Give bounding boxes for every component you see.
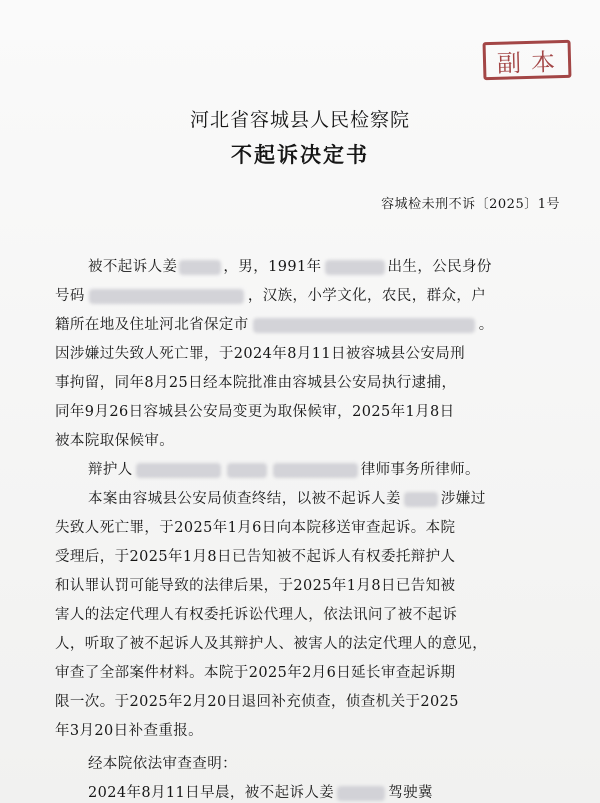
body-line-10: 失致人死亡罪，于2025年1月6日向本院移送审查起诉。本院 bbox=[55, 520, 456, 536]
copy-stamp bbox=[483, 40, 572, 80]
copy-stamp-text: 副本 bbox=[496, 47, 566, 78]
body-text: 。 bbox=[478, 317, 494, 333]
body-line-2 bbox=[55, 284, 486, 305]
redaction bbox=[179, 260, 221, 275]
body-text: ，汉族，小学文化，农民，群众，户 bbox=[247, 288, 487, 304]
body-text: 2024年8月11日早晨，被不起诉人姜 bbox=[88, 785, 335, 801]
redaction bbox=[227, 463, 267, 478]
body-text: ，男，1991年 bbox=[223, 259, 322, 275]
body-text: 号码 bbox=[55, 288, 85, 304]
body-line-13: 害人的法定代理人有权委托诉讼代理人，依法讯问了被不起诉 bbox=[55, 607, 458, 623]
body-line-9 bbox=[88, 487, 486, 508]
redaction bbox=[253, 318, 475, 333]
issuing-organization: 河北省容城县人民检察院 bbox=[189, 109, 410, 131]
body-line-14: 人，听取了被不起诉人及其辩护人、被害人的法定代理人的意见， bbox=[55, 636, 488, 652]
body-text: 律师事务所律师。 bbox=[360, 462, 480, 478]
redaction bbox=[273, 463, 358, 478]
body-text: 涉嫌过 bbox=[440, 491, 486, 507]
body-line-6: 同年9月26日容城县公安局变更为取保候审，2025年1月8日 bbox=[55, 404, 455, 420]
body-text: 籍所在地及住址河北省保定市 bbox=[55, 317, 249, 333]
body-line-12: 和认罪认罚可能导致的法律后果，于2025年1月8日已告知被 bbox=[55, 578, 456, 594]
body-text: 出生，公民身份 bbox=[387, 259, 492, 275]
body-line-7: 被本院取保候审。 bbox=[55, 433, 175, 449]
body-line-3 bbox=[55, 313, 494, 334]
body-text: 被不起诉人姜 bbox=[88, 259, 178, 275]
body-line-19 bbox=[88, 781, 433, 802]
body-line-17: 年3月20日补查重报。 bbox=[55, 723, 204, 739]
body-line-18: 经本院依法审查查明： bbox=[88, 756, 237, 772]
body-line-11: 受理后，于2025年1月8日已告知被不起诉人有权委托辩护人 bbox=[55, 549, 456, 565]
document-title: 不起诉决定书 bbox=[231, 142, 369, 167]
body-text: 驾驶冀 bbox=[388, 785, 433, 801]
redaction bbox=[89, 289, 244, 304]
redaction bbox=[337, 786, 385, 801]
redaction bbox=[404, 492, 438, 507]
body-line-8 bbox=[88, 458, 480, 479]
body-text: 辩护人 bbox=[88, 462, 133, 478]
redaction bbox=[136, 463, 221, 478]
redaction bbox=[325, 260, 385, 275]
body-line-4: 因涉嫌过失致人死亡罪，于2024年8月11日被容城县公安局刑 bbox=[55, 346, 466, 362]
body-line-1 bbox=[88, 255, 492, 276]
body-line-15: 审查了全部案件材料。本院于2025年2月6日延长审查起诉期 bbox=[55, 665, 456, 681]
document-number: 容城检未刑不诉〔2025〕1号 bbox=[381, 197, 560, 212]
body-text: 本案由容城县公安局侦查终结，以被不起诉人姜 bbox=[88, 491, 401, 507]
body-line-16: 限一次。于2025年2月20日退回补充侦查，侦查机关于2025 bbox=[55, 694, 459, 710]
body-line-5: 事拘留，同年8月25日经本院批准由容城县公安局执行逮捕， bbox=[55, 375, 457, 391]
